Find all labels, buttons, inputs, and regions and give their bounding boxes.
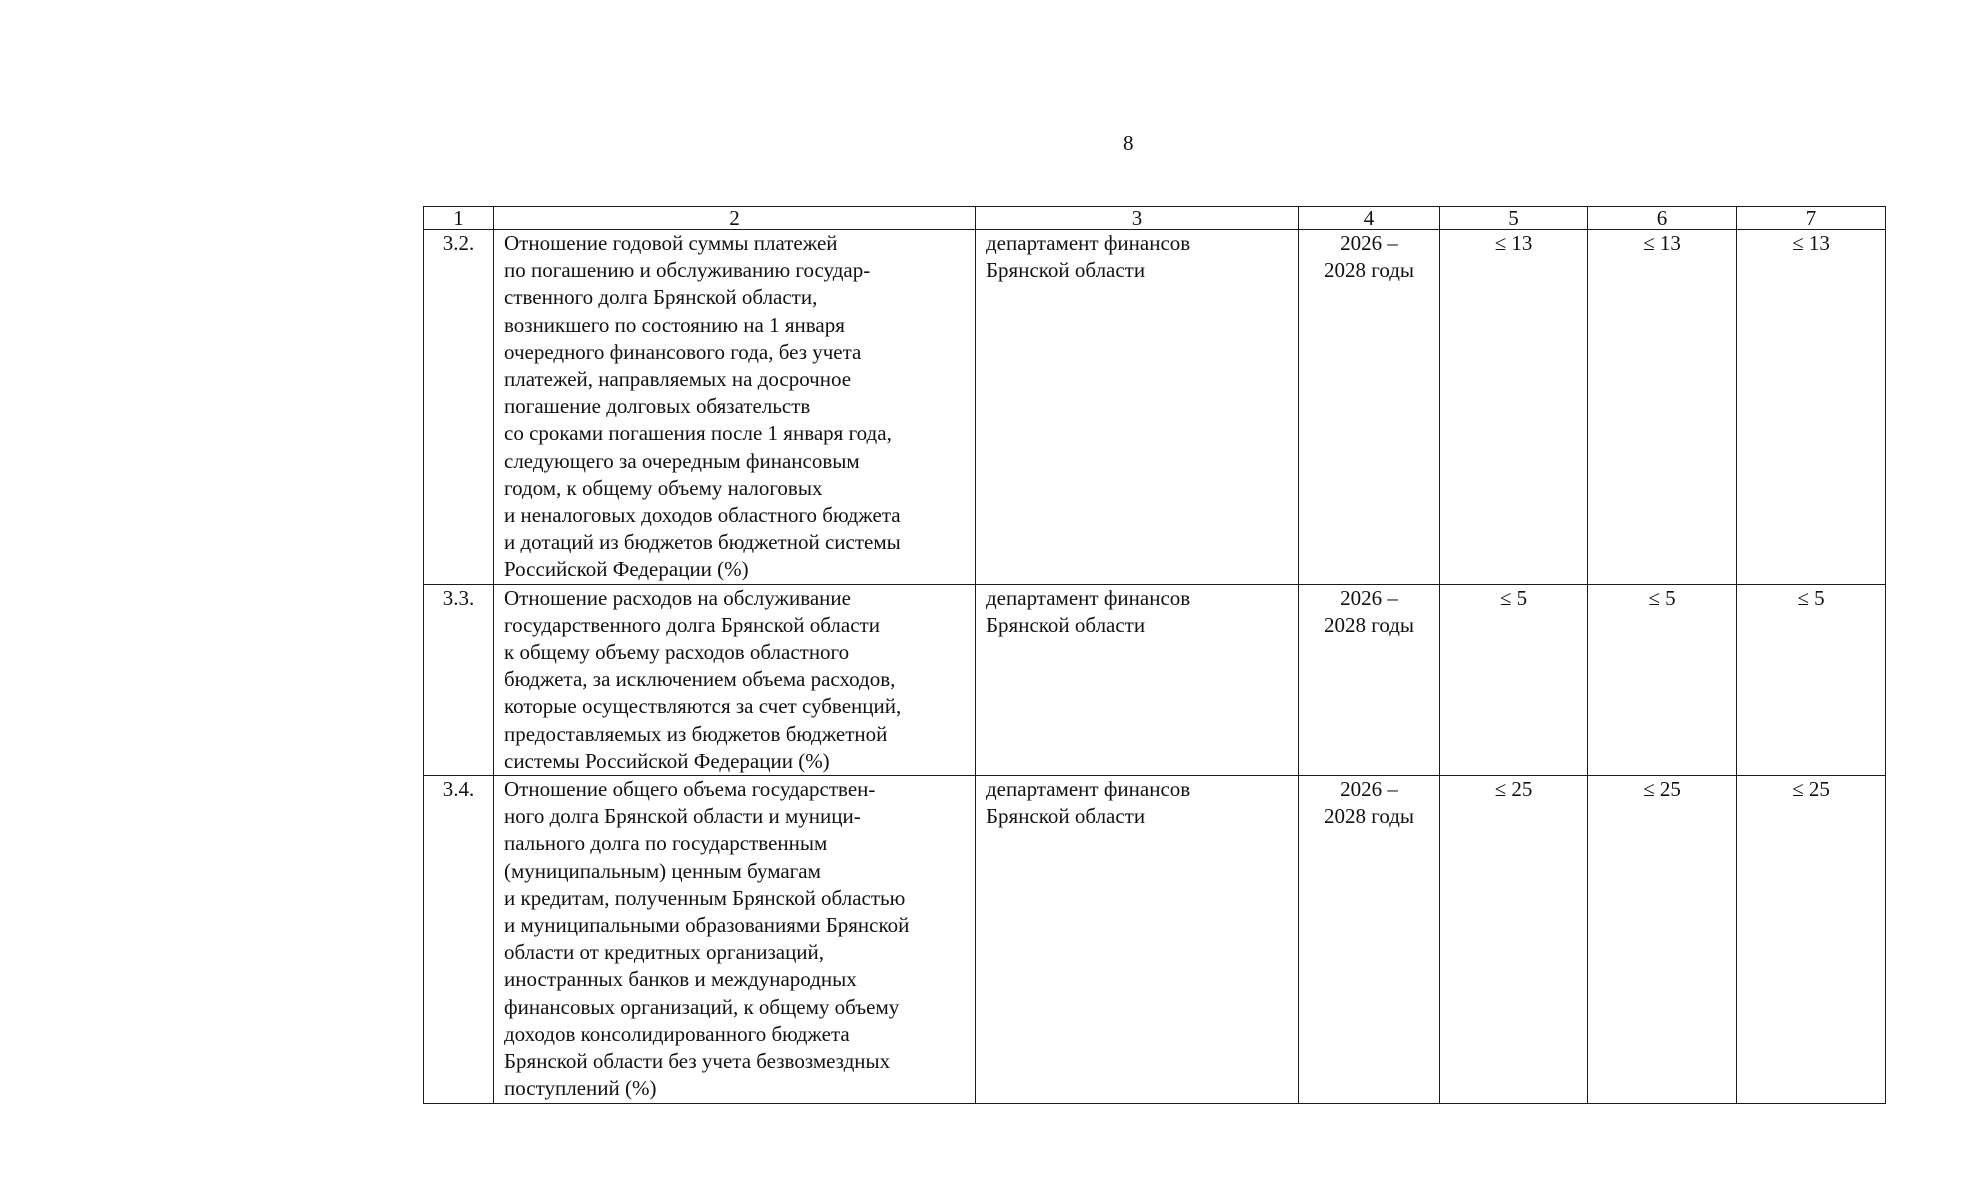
table-row	[424, 584, 1886, 775]
period-line: 2028 годы	[1323, 258, 1415, 283]
indicator-name-line: Российской Федерации (%)	[504, 557, 749, 582]
column-number-1: 1	[424, 207, 494, 230]
responsible-line: департамент финансов	[986, 231, 1191, 255]
indicator-name-line: и неналоговых доходов областного бюджета	[504, 503, 901, 528]
indicator-name-line: государственного долга Брянской области	[504, 612, 880, 637]
period-line: 2028 годы	[1323, 612, 1415, 637]
value-column-6: ≤ 25	[1588, 776, 1737, 1103]
page-number: 8	[1123, 131, 1134, 155]
indicator-name-line: ственного долга Брянской области,	[504, 285, 818, 310]
period	[1299, 776, 1440, 1103]
indicator-name-line: системы Российской Федерации (%)	[504, 748, 830, 773]
row-number: 3.2.	[424, 230, 494, 585]
table-row	[424, 230, 1886, 585]
column-number-3: 3	[976, 207, 1299, 230]
indicator-name-line: Отношение расходов на обслуживание	[504, 585, 851, 610]
indicator-name-line: годом, к общему объему налоговых	[504, 475, 823, 500]
responsible-line: Брянской области	[986, 804, 1146, 829]
column-number-2: 2	[494, 207, 976, 230]
indicator-name-line: и муниципальными образованиями Брянской	[504, 913, 910, 938]
indicator-name	[494, 230, 976, 585]
indicator-name-line: доходов консолидированного бюджета	[504, 1021, 850, 1046]
indicator-name-line: (муниципальным) ценным бумагам	[504, 858, 821, 883]
column-number-5: 5	[1440, 207, 1588, 230]
period	[1299, 230, 1440, 585]
column-number-4: 4	[1299, 207, 1440, 230]
value-column-7: ≤ 25	[1737, 776, 1886, 1103]
indicator-name-line: поступлений (%)	[504, 1076, 657, 1101]
indicator-name-line: пального долга по государственным	[504, 831, 828, 856]
indicators-table	[423, 206, 1886, 1104]
table-header-row	[424, 207, 1886, 230]
responsible-line: Брянской области	[986, 612, 1146, 637]
period-line: 2026 –	[1340, 777, 1398, 802]
indicator-name	[494, 776, 976, 1103]
period-line: 2026 –	[1340, 585, 1398, 610]
period	[1299, 584, 1440, 775]
responsible-line: департамент финансов	[986, 777, 1191, 802]
value-column-5: ≤ 25	[1440, 776, 1588, 1103]
row-number: 3.4.	[424, 776, 494, 1103]
indicator-name-line: платежей, направляемых на досрочное	[504, 367, 852, 392]
value-column-6: ≤ 5	[1588, 584, 1737, 775]
row-number: 3.3.	[424, 584, 494, 775]
indicator-name-line: финансовых организаций, к общему объему	[504, 994, 900, 1019]
indicator-name	[494, 584, 976, 775]
indicator-name-line: со сроками погашения после 1 января года,	[504, 421, 892, 446]
indicator-name-line: иностранных банков и международных	[504, 967, 857, 992]
indicator-name-line: бюджета, за исключением объема расходов,	[504, 667, 896, 692]
indicator-name-line: ного долга Брянской области и муници-	[504, 804, 861, 829]
indicator-name-line: Брянской области без учета безвозмездных	[504, 1049, 891, 1074]
period-line: 2028 годы	[1323, 804, 1415, 829]
indicator-name-line: к общему объему расходов областного	[504, 640, 850, 665]
responsible-executor	[976, 230, 1299, 585]
indicator-name-line: области от кредитных организаций,	[504, 940, 825, 965]
table-row	[424, 776, 1886, 1103]
value-column-7: ≤ 13	[1737, 230, 1886, 585]
indicator-name-line: которые осуществляются за счет субвенций,	[504, 694, 902, 719]
value-column-5: ≤ 13	[1440, 230, 1588, 585]
responsible-line: Брянской области	[986, 258, 1146, 283]
indicator-name-line: очередного финансового года, без учета	[504, 339, 862, 364]
responsible-executor	[976, 776, 1299, 1103]
value-column-7: ≤ 5	[1737, 584, 1886, 775]
value-column-5: ≤ 5	[1440, 584, 1588, 775]
indicator-name-line: и дотаций из бюджетов бюджетной системы	[504, 530, 901, 555]
indicator-name-line: возникшего по состоянию на 1 января	[504, 312, 845, 337]
indicator-name-line: следующего за очередным финансовым	[504, 448, 860, 473]
indicator-name-line: Отношение общего объема государствен-	[504, 777, 876, 802]
period-line: 2026 –	[1340, 231, 1398, 255]
value-column-6: ≤ 13	[1588, 230, 1737, 585]
column-number-7: 7	[1737, 207, 1886, 230]
indicator-name-line: предоставляемых из бюджетов бюджетной	[504, 721, 888, 746]
indicator-name-line: и кредитам, полученным Брянской областью	[504, 885, 906, 910]
indicator-name-line: по погашению и обслуживанию государ-	[504, 258, 871, 283]
indicator-name-line: погашение долговых обязательств	[504, 394, 811, 419]
responsible-executor	[976, 584, 1299, 775]
responsible-line: департамент финансов	[986, 585, 1191, 610]
column-number-6: 6	[1588, 207, 1737, 230]
indicator-name-line: Отношение годовой суммы платежей	[504, 231, 838, 255]
